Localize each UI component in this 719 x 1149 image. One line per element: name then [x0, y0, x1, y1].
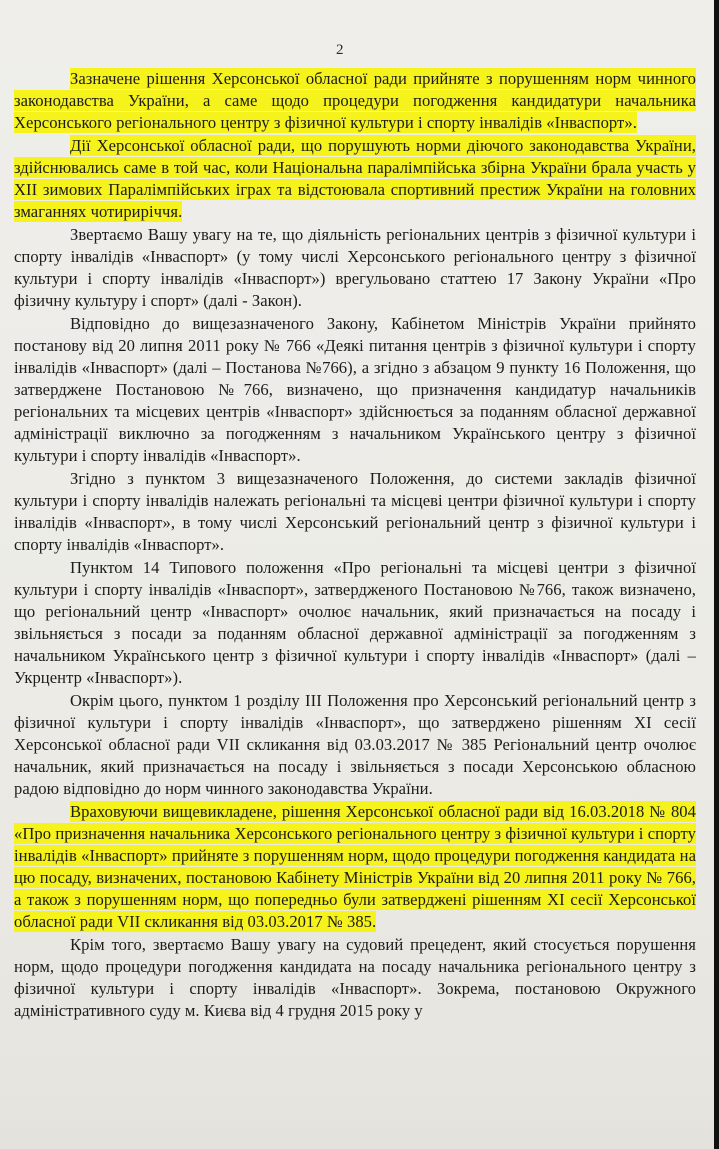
paragraph-7: [14, 690, 696, 800]
paragraph-text: Крім того, звертаємо Вашу увагу на судовий прецедент, який стосується порушення норм, щодо процедури погодження кандидата на посаду начальника регіонального центру з фізичної культури і спорту інвалідів «Інваспорт». Зокрема, постановою Окружного адміністративного суду м. Києва від 4 грудня 2015 року у: [14, 935, 696, 1020]
paragraph-3: [14, 224, 696, 312]
paragraph-4: [14, 313, 696, 467]
page-edge: [714, 0, 719, 1149]
paragraph-6: [14, 557, 696, 689]
highlighted-text: Враховуючи вищевикладене, рішення Херсонської обласної ради від 16.03.2018 № 804 «Про призначення начальника Херсонського регіонального центру з фізичної культури і спорту інвалідів «Інваспорт» прийняте з порушенням норм, щодо процедури погодження кандидата на цю посаду, визначених, постановою Кабінету Міністрів України від 20 липня 2011 року № 766, а також з порушенням норм, що попередньо були затверджені рішенням XI сесії Херсонської обласної ради VII скликання від 03.03.2017 № 385.: [14, 802, 696, 931]
highlighted-text: Зазначене рішення Херсонської обласної ради прийняте з порушенням норм чинного законодавства України, а саме щодо процедури погодження кандидатури начальника Херсонського регіонального центру з фізичної культури і спорту інвалідів «Інваспорт».: [14, 69, 696, 132]
paragraph-text: Звертаємо Вашу увагу на те, що діяльність регіональних центрів з фізичної культури і спорту інвалідів «Інваспорт» (у тому числі Херсонського регіонального центру з фізичної культури і спорту інвалідів «Інваспорт») врегульовано статтею 17 Закону України «Про фізичну культуру і спорт» (далі - Закон).: [14, 225, 696, 310]
page-number: 2: [336, 42, 344, 58]
paragraph-9: [14, 934, 696, 1022]
paragraph-2: [14, 135, 696, 223]
paragraph-text: Згідно з пунктом 3 вищезазначеного Положення, до системи закладів фізичної культури і спорту інвалідів належать регіональні та місцеві центри фізичної культури і спорту інвалідів «Інваспорт», в тому числі Херсонський регіональний центр з фізичної культури і спорту інвалідів «Інваспорт».: [14, 469, 696, 554]
paragraph-text: Пунктом 14 Типового положення «Про регіональні та місцеві центри з фізичної культури і спорту інвалідів «Інваспорт», затвердженого Постановою №766, також визначено, що регіональний центр «Інваспорт» очолює начальник, який призначається на посаду і звільняється з посади за поданням обласної державної адміністрації за погодженням з начальником Українського центр з фізичної культури і спорту інвалідів «Інваспорт» (далі – Укрцентр «Інваспорт»).: [14, 558, 696, 687]
page-bottom-shade: [0, 1085, 714, 1149]
paragraph-5: [14, 468, 696, 556]
paragraph-text: Окрім цього, пунктом 1 розділу III Положення про Херсонський регіональний центр з фізичної культури і спорту інвалідів «Інваспорт», що затверджено рішенням XI сесії Херсонської обласної ради VII скликання від 03.03.2017 № 385 Регіональний центр очолює начальник, який призначається на посаду і звільняється з посади Херсонською обласною радою відповідно до норм чинного законодавства України.: [14, 691, 696, 798]
document-body: [14, 68, 696, 1023]
paragraph-1: [14, 68, 696, 134]
paragraph-8: [14, 801, 696, 933]
paragraph-text: Відповідно до вищезазначеного Закону, Кабінетом Міністрів України прийнято постанову від 20 липня 2011 року № 766 «Деякі питання центрів з фізичної культури і спорту інвалідів «Інваспорт» (далі – Постанова №766), а згідно з абзацом 9 пункту 16 Положення, що затверджене Постановою №766, визначено, що призначення кандидатур начальників регіональних та місцевих центрів «Інваспорт» здійснюється за поданням обласної державної адміністрації виключно за погодженням з начальником Українського центру з фізичної культури і спорту інвалідів «Інваспорт».: [14, 314, 696, 465]
highlighted-text: Дії Херсонської обласної ради, що порушують норми діючого законодавства України, здійснювались саме в той час, коли Національна паралімпійська збірна України брала участь у XII зимових Паралімпійських іграх та відстоювала спортивний престиж України на головних змаганнях чотириріччя.: [14, 136, 696, 221]
